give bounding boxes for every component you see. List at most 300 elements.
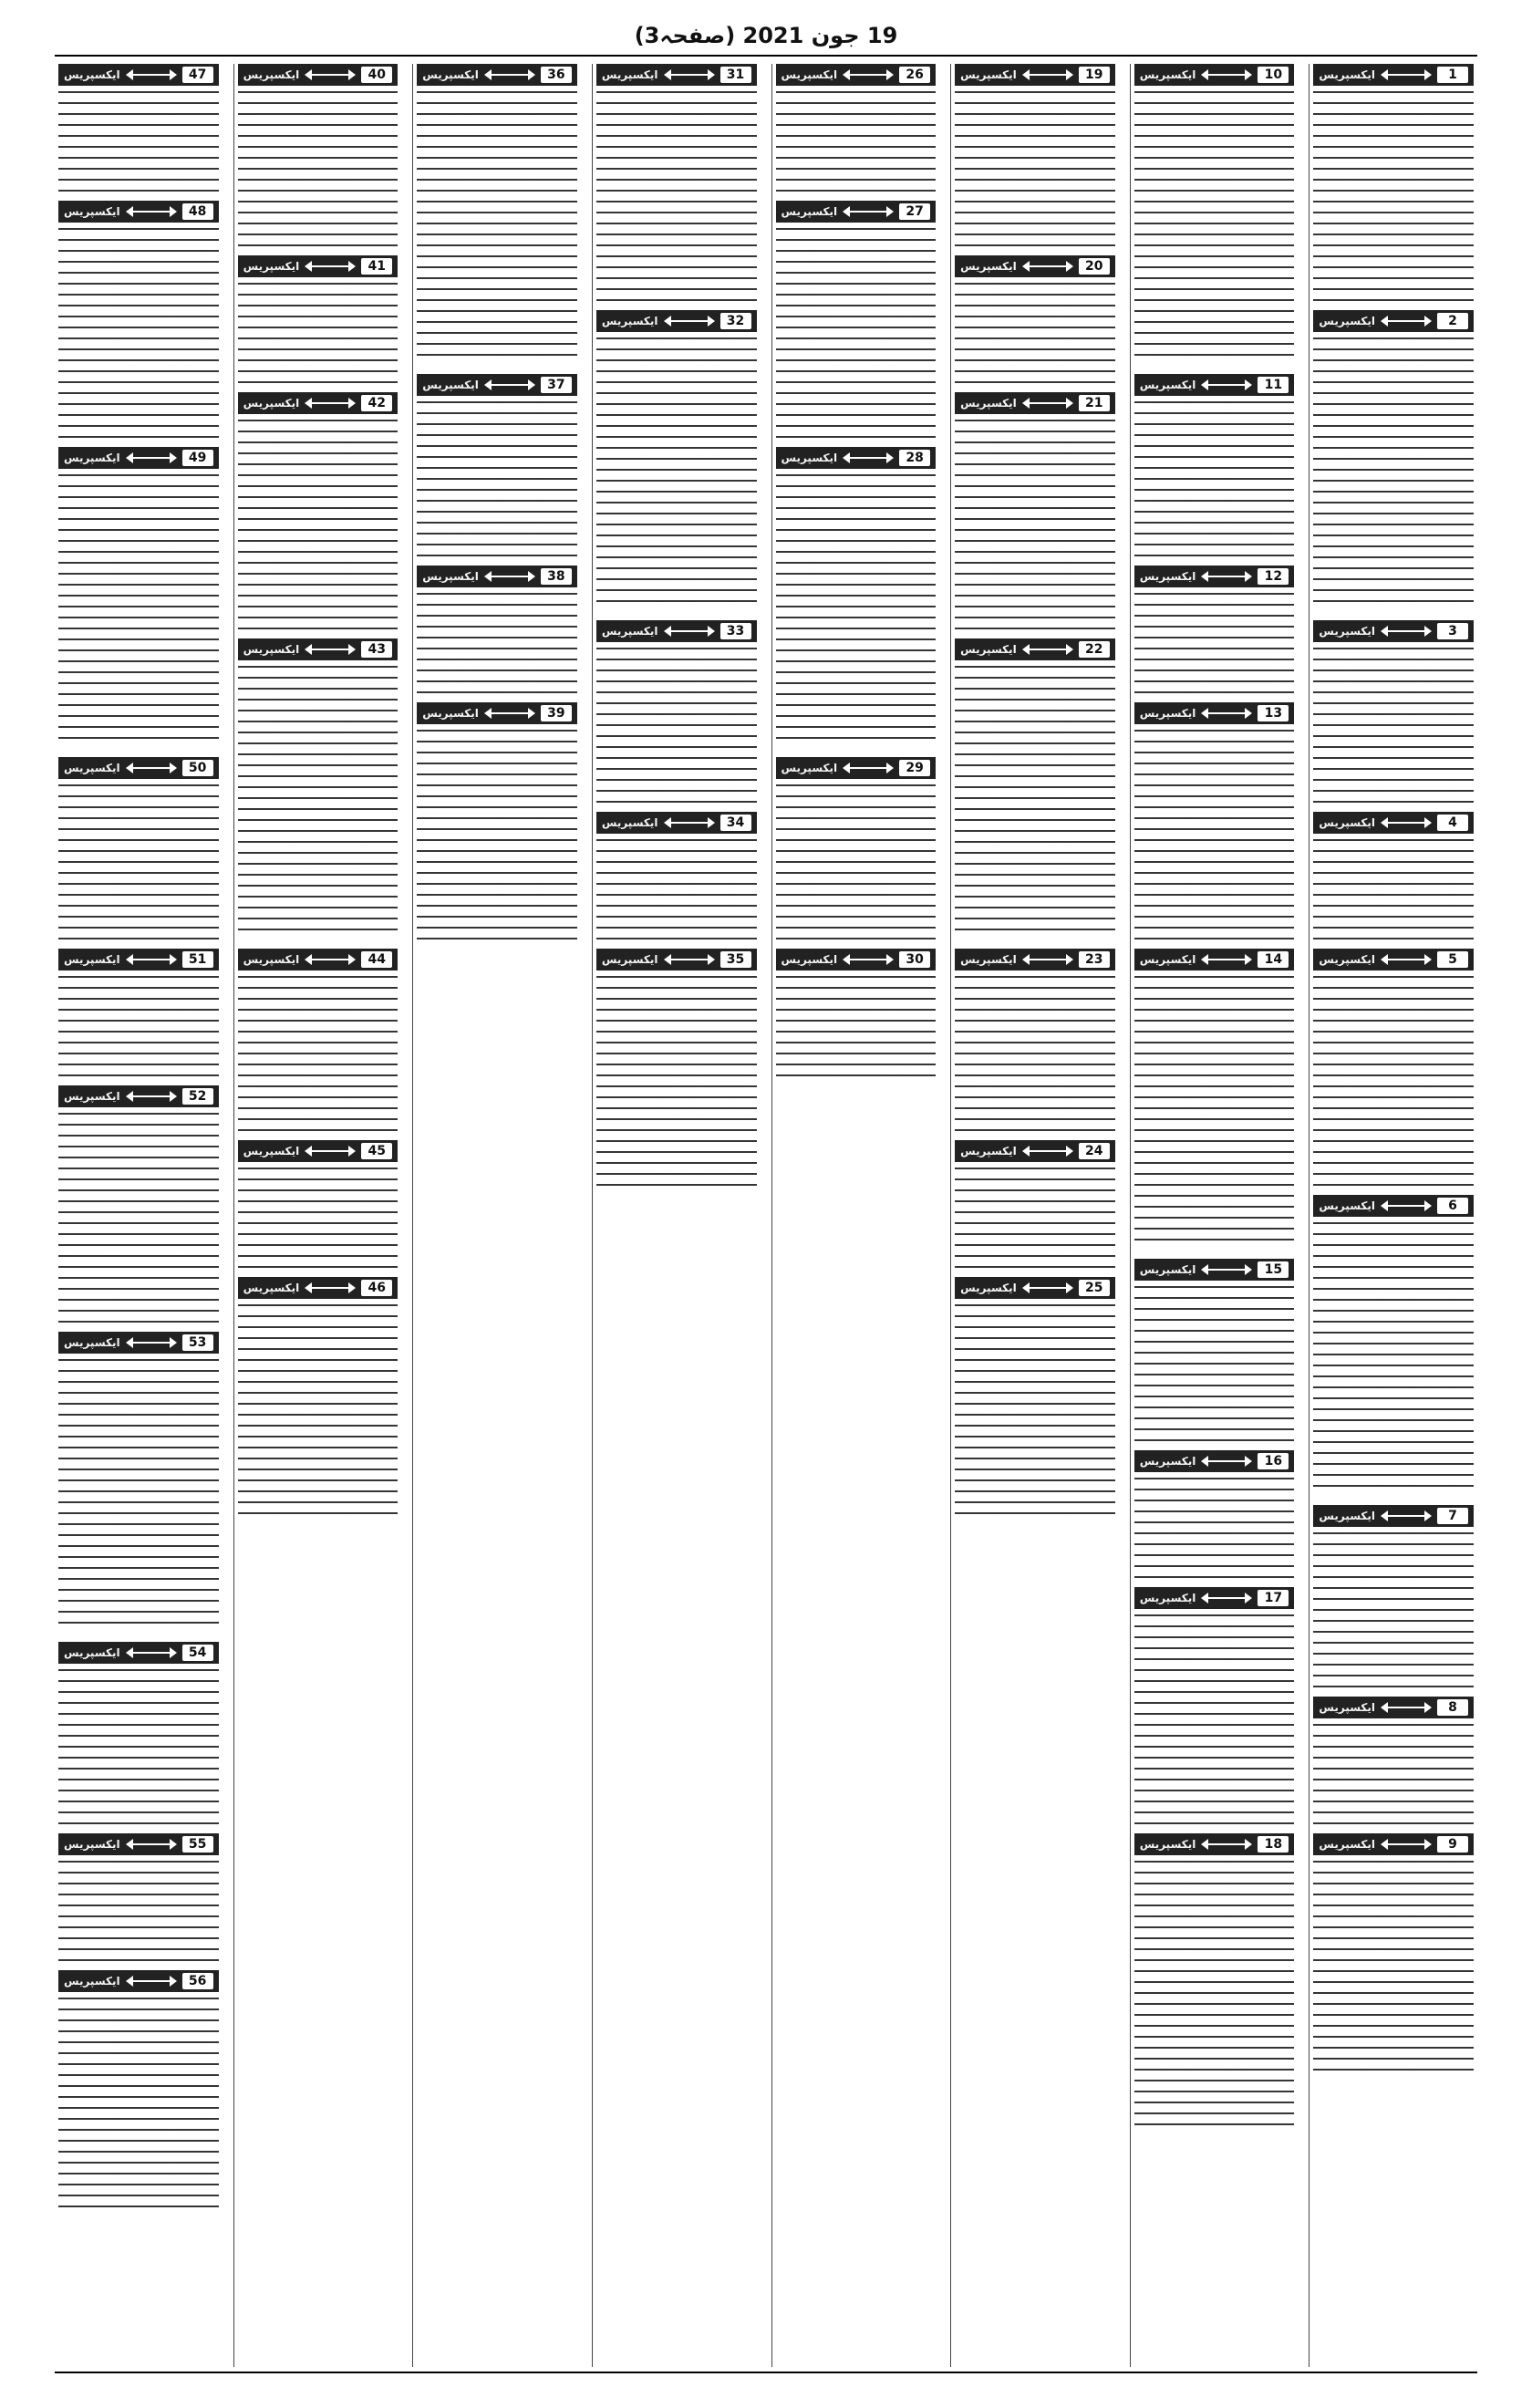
- story-header-bar: [238, 949, 399, 970]
- story-tag: ایکسپریس: [1319, 68, 1376, 81]
- story-number: 6: [1437, 1198, 1468, 1214]
- double-arrow-icon: [1024, 402, 1071, 404]
- news-item: [238, 392, 399, 629]
- story-text-block: [955, 976, 1115, 1131]
- story-tag: ایکسپریس: [960, 1145, 1017, 1157]
- news-item: [596, 64, 757, 301]
- double-arrow-icon: [128, 1095, 175, 1097]
- double-arrow-icon: [128, 1843, 175, 1845]
- story-tag: ایکسپریس: [960, 643, 1017, 656]
- double-arrow-icon: [128, 1652, 175, 1654]
- double-arrow-icon: [1203, 384, 1250, 386]
- story-text-block: [955, 666, 1115, 939]
- news-column: [1130, 64, 1299, 2367]
- double-arrow-icon: [1203, 74, 1250, 76]
- news-item: [1313, 1505, 1474, 1687]
- double-arrow-icon: [128, 1342, 175, 1344]
- story-number: 25: [1079, 1280, 1110, 1296]
- story-header-bar: [58, 447, 219, 469]
- news-item: [238, 1277, 399, 1514]
- story-number: 54: [182, 1645, 213, 1661]
- story-number: 7: [1437, 1508, 1468, 1524]
- double-arrow-icon: [128, 457, 175, 459]
- double-arrow-icon: [1382, 1515, 1430, 1517]
- story-text-block: [776, 474, 937, 748]
- double-arrow-icon: [486, 74, 533, 76]
- story-number: 45: [361, 1143, 392, 1159]
- story-tag: ایکسپریس: [960, 397, 1017, 410]
- news-item: [58, 757, 219, 939]
- story-number: 20: [1079, 258, 1110, 275]
- story-number: 19: [1079, 67, 1110, 83]
- date-day: 19: [866, 23, 898, 48]
- story-text-block: [1134, 1478, 1295, 1578]
- double-arrow-icon: [844, 457, 892, 459]
- news-item: [1134, 374, 1295, 556]
- news-column: [233, 64, 402, 2367]
- news-column: [55, 64, 223, 2367]
- news-item: [417, 374, 577, 556]
- story-header-bar: [776, 447, 937, 469]
- story-text-block: [1313, 1222, 1474, 1496]
- story-header-bar: [58, 949, 219, 970]
- story-header-bar: [58, 1085, 219, 1107]
- story-number: 46: [361, 1280, 392, 1296]
- double-arrow-icon: [306, 265, 354, 267]
- story-header-bar: [776, 757, 937, 779]
- story-tag: ایکسپریس: [1139, 1838, 1196, 1851]
- story-text-block: [1313, 976, 1474, 1186]
- news-item: [955, 638, 1115, 939]
- story-header-bar: [1134, 949, 1295, 970]
- story-header-bar: [1134, 1259, 1295, 1281]
- double-arrow-icon: [486, 576, 533, 577]
- story-tag: ایکسپریس: [243, 953, 300, 966]
- double-arrow-icon: [666, 320, 713, 322]
- story-tag: ایکسپریس: [960, 68, 1017, 81]
- story-text-block: [1134, 91, 1295, 365]
- news-item: [955, 392, 1115, 629]
- story-header-bar: [1313, 620, 1474, 642]
- story-number: 24: [1079, 1143, 1110, 1159]
- story-text-block: [1313, 91, 1474, 301]
- story-header-bar: [955, 1140, 1115, 1162]
- story-text-block: [417, 730, 577, 939]
- story-number: 44: [361, 951, 392, 968]
- story-number: 27: [899, 203, 930, 220]
- news-item: [776, 201, 937, 438]
- story-number: 10: [1258, 67, 1289, 83]
- double-arrow-icon: [1024, 959, 1071, 960]
- double-arrow-icon: [306, 1287, 354, 1289]
- double-arrow-icon: [1203, 712, 1250, 714]
- news-item: [955, 1140, 1115, 1268]
- story-text-block: [1313, 1861, 1474, 2071]
- double-arrow-icon: [128, 74, 175, 76]
- double-arrow-icon: [486, 712, 533, 714]
- story-text-block: [58, 1669, 219, 1824]
- story-header-bar: [417, 374, 577, 396]
- double-arrow-icon: [1382, 320, 1430, 322]
- news-item: [1313, 620, 1474, 803]
- double-arrow-icon: [1382, 74, 1430, 76]
- double-arrow-icon: [306, 74, 354, 76]
- story-number: 16: [1258, 1453, 1289, 1469]
- double-arrow-icon: [1024, 265, 1071, 267]
- story-header-bar: [596, 949, 757, 970]
- story-number: 43: [361, 641, 392, 658]
- news-item: [596, 949, 757, 1186]
- story-header-bar: [1134, 1587, 1295, 1609]
- story-number: 2: [1437, 313, 1468, 329]
- story-number: 39: [541, 705, 572, 721]
- story-tag: ایکسپریس: [1319, 1199, 1376, 1212]
- story-header-bar: [238, 64, 399, 86]
- double-arrow-icon: [1382, 959, 1430, 960]
- story-number: 32: [720, 313, 751, 329]
- news-item: [955, 1277, 1115, 1514]
- story-header-bar: [955, 64, 1115, 86]
- story-header-bar: [417, 566, 577, 587]
- story-text-block: [1313, 337, 1474, 611]
- story-header-bar: [1313, 1697, 1474, 1718]
- story-text-block: [58, 1861, 219, 1961]
- story-tag: ایکسپریس: [1319, 1838, 1376, 1851]
- story-number: 15: [1258, 1261, 1289, 1278]
- story-header-bar: [58, 757, 219, 779]
- story-number: 51: [182, 951, 213, 968]
- double-arrow-icon: [1382, 1205, 1430, 1207]
- story-text-block: [58, 1998, 219, 2207]
- story-number: 34: [720, 815, 751, 831]
- story-tag: ایکسپریس: [422, 68, 479, 81]
- story-tag: ایکسپریس: [64, 762, 120, 774]
- story-header-bar: [1134, 1450, 1295, 1472]
- double-arrow-icon: [666, 74, 713, 76]
- news-column: [592, 64, 761, 2367]
- double-arrow-icon: [128, 767, 175, 769]
- double-arrow-icon: [306, 1150, 354, 1152]
- double-arrow-icon: [1203, 576, 1250, 577]
- story-header-bar: [955, 255, 1115, 277]
- story-tag: ایکسپریس: [960, 953, 1017, 966]
- story-tag: ایکسپریس: [64, 1838, 120, 1851]
- story-tag: ایکسپریس: [1139, 379, 1196, 391]
- news-item: [58, 1332, 219, 1633]
- story-tag: ایکسپریس: [601, 816, 658, 829]
- story-text-block: [417, 401, 577, 556]
- story-text-block: [238, 1304, 399, 1514]
- story-text-block: [1313, 648, 1474, 803]
- story-tag: ایکسپریس: [781, 452, 838, 464]
- header-rule: [55, 55, 1477, 57]
- news-item: [1134, 566, 1295, 693]
- story-header-bar: [776, 949, 937, 970]
- page-header: [55, 16, 1477, 55]
- story-number: 33: [720, 623, 751, 639]
- story-text-block: [238, 666, 399, 939]
- footer-rule: [55, 2372, 1477, 2373]
- news-item: [955, 64, 1115, 246]
- news-item: [58, 949, 219, 1076]
- story-text-block: [776, 976, 937, 1076]
- story-tag: ایکسپریس: [422, 379, 479, 391]
- story-number: 50: [182, 760, 213, 776]
- news-item: [1313, 1833, 1474, 2071]
- story-header-bar: [1134, 1833, 1295, 1855]
- story-text-block: [238, 283, 399, 383]
- story-header-bar: [1313, 64, 1474, 86]
- story-header-bar: [238, 255, 399, 277]
- story-tag: ایکسپریس: [1139, 1455, 1196, 1468]
- news-item: [1134, 949, 1295, 1250]
- story-tag: ایکسپریس: [243, 643, 300, 656]
- story-number: 4: [1437, 815, 1468, 831]
- story-header-bar: [1134, 64, 1295, 86]
- date-month: جون: [811, 23, 860, 48]
- story-header-bar: [238, 1140, 399, 1162]
- double-arrow-icon: [306, 959, 354, 960]
- story-text-block: [596, 337, 757, 611]
- story-header-bar: [58, 64, 219, 86]
- news-item: [1313, 812, 1474, 939]
- double-arrow-icon: [844, 767, 892, 769]
- story-tag: ایکسپریس: [601, 625, 658, 638]
- news-item: [58, 64, 219, 192]
- story-text-block: [955, 283, 1115, 383]
- story-header-bar: [238, 392, 399, 414]
- story-number: 14: [1258, 951, 1289, 968]
- story-tag: ایکسپریس: [422, 707, 479, 720]
- story-tag: ایکسپریس: [781, 953, 838, 966]
- story-header-bar: [1313, 310, 1474, 332]
- story-tag: ایکسپریس: [1319, 315, 1376, 327]
- story-text-block: [1134, 401, 1295, 556]
- double-arrow-icon: [1024, 1287, 1071, 1289]
- news-item: [417, 566, 577, 693]
- news-item: [238, 949, 399, 1131]
- story-number: 56: [182, 1973, 213, 1989]
- news-item: [1134, 1259, 1295, 1441]
- double-arrow-icon: [1203, 1597, 1250, 1599]
- story-number: 38: [541, 568, 572, 585]
- double-arrow-icon: [1203, 1269, 1250, 1271]
- story-number: 35: [720, 951, 751, 968]
- story-tag: ایکسپریس: [64, 1975, 120, 1988]
- story-tag: ایکسپریس: [243, 68, 300, 81]
- double-arrow-icon: [1382, 630, 1430, 632]
- double-arrow-icon: [1024, 1150, 1071, 1152]
- story-tag: ایکسپریس: [1139, 68, 1196, 81]
- double-arrow-icon: [1203, 1843, 1250, 1845]
- story-header-bar: [1313, 949, 1474, 970]
- story-text-block: [776, 784, 937, 939]
- story-text-block: [1313, 839, 1474, 939]
- story-text-block: [1134, 730, 1295, 939]
- story-header-bar: [596, 812, 757, 834]
- double-arrow-icon: [1382, 1843, 1430, 1845]
- story-text-block: [776, 91, 937, 192]
- story-number: 23: [1079, 951, 1110, 968]
- story-text-block: [417, 593, 577, 693]
- story-tag: ایکسپریس: [64, 1336, 120, 1349]
- news-item: [58, 447, 219, 748]
- story-number: 49: [182, 450, 213, 466]
- news-item: [955, 949, 1115, 1131]
- story-tag: ایکسپریس: [781, 68, 838, 81]
- news-item: [1313, 1195, 1474, 1496]
- story-number: 55: [182, 1836, 213, 1853]
- double-arrow-icon: [306, 649, 354, 650]
- double-arrow-icon: [128, 211, 175, 213]
- story-text-block: [1134, 1286, 1295, 1441]
- news-item: [596, 812, 757, 939]
- story-text-block: [596, 839, 757, 939]
- story-header-bar: [955, 1277, 1115, 1299]
- story-tag: ایکسپریس: [422, 570, 479, 583]
- story-number: 37: [541, 377, 572, 393]
- story-tag: ایکسپریس: [1139, 570, 1196, 583]
- story-number: 47: [182, 67, 213, 83]
- news-item: [58, 1833, 219, 1961]
- news-item: [1313, 949, 1474, 1186]
- story-tag: ایکسپریس: [243, 397, 300, 410]
- story-number: 12: [1258, 568, 1289, 585]
- story-text-block: [1134, 1861, 1295, 2134]
- double-arrow-icon: [1382, 1707, 1430, 1708]
- story-header-bar: [776, 201, 937, 223]
- story-text-block: [596, 91, 757, 301]
- story-header-bar: [1313, 812, 1474, 834]
- story-tag: ایکسپریس: [1139, 1263, 1196, 1276]
- story-number: 18: [1258, 1836, 1289, 1853]
- story-text-block: [238, 91, 399, 246]
- double-arrow-icon: [1024, 649, 1071, 650]
- news-item: [1313, 64, 1474, 301]
- story-header-bar: [1134, 566, 1295, 587]
- news-item: [238, 255, 399, 383]
- news-item: [1134, 702, 1295, 939]
- story-tag: ایکسپریس: [64, 68, 120, 81]
- news-item: [238, 64, 399, 246]
- story-number: 42: [361, 395, 392, 411]
- news-item: [58, 1970, 219, 2207]
- story-number: 41: [361, 258, 392, 275]
- double-arrow-icon: [844, 959, 892, 960]
- story-tag: ایکسپریس: [64, 953, 120, 966]
- news-item: [776, 949, 937, 1076]
- story-header-bar: [238, 1277, 399, 1299]
- story-header-bar: [955, 392, 1115, 414]
- story-text-block: [955, 1168, 1115, 1268]
- double-arrow-icon: [486, 384, 533, 386]
- story-text-block: [238, 420, 399, 629]
- story-tag: ایکسپریس: [243, 1282, 300, 1294]
- story-header-bar: [596, 64, 757, 86]
- news-item: [1134, 1587, 1295, 1824]
- story-header-bar: [238, 638, 399, 660]
- story-header-bar: [1313, 1833, 1474, 1855]
- story-text-block: [417, 91, 577, 365]
- story-number: 1: [1437, 67, 1468, 83]
- story-tag: ایکسپریس: [601, 315, 658, 327]
- story-text-block: [58, 1113, 219, 1323]
- story-tag: ایکسپریس: [64, 1090, 120, 1103]
- story-number: 21: [1079, 395, 1110, 411]
- story-text-block: [1134, 976, 1295, 1250]
- story-header-bar: [955, 949, 1115, 970]
- news-item: [776, 64, 937, 192]
- story-header-bar: [417, 702, 577, 724]
- story-header-bar: [58, 201, 219, 223]
- news-item: [955, 255, 1115, 383]
- story-number: 5: [1437, 951, 1468, 968]
- news-column: [1309, 64, 1477, 2367]
- story-text-block: [1313, 1724, 1474, 1824]
- story-text-block: [596, 976, 757, 1186]
- story-header-bar: [596, 620, 757, 642]
- double-arrow-icon: [1024, 74, 1071, 76]
- news-item: [1134, 64, 1295, 365]
- story-tag: ایکسپریس: [64, 205, 120, 218]
- story-text-block: [58, 474, 219, 748]
- news-item: [58, 1085, 219, 1323]
- story-number: 29: [899, 760, 930, 776]
- news-column: [771, 64, 940, 2367]
- story-tag: ایکسپریس: [1139, 707, 1196, 720]
- story-number: 9: [1437, 1836, 1468, 1853]
- story-tag: ایکسپریس: [243, 260, 300, 273]
- news-item: [238, 638, 399, 939]
- news-columns: [55, 64, 1477, 2367]
- story-text-block: [955, 91, 1115, 246]
- story-tag: ایکسپریس: [1319, 1510, 1376, 1522]
- story-tag: ایکسپریس: [1319, 1701, 1376, 1714]
- story-tag: ایکسپریس: [64, 1646, 120, 1659]
- story-text-block: [58, 1359, 219, 1633]
- page-label: (صفحہ3): [634, 23, 736, 48]
- double-arrow-icon: [844, 74, 892, 76]
- story-text-block: [776, 228, 937, 438]
- story-number: 52: [182, 1088, 213, 1105]
- double-arrow-icon: [666, 630, 713, 632]
- story-number: 3: [1437, 623, 1468, 639]
- news-item: [596, 620, 757, 803]
- story-text-block: [238, 1168, 399, 1268]
- story-tag: ایکسپریس: [781, 762, 838, 774]
- story-tag: ایکسپریس: [601, 953, 658, 966]
- story-header-bar: [1134, 374, 1295, 396]
- double-arrow-icon: [844, 211, 892, 213]
- date-year: 2021: [742, 23, 804, 48]
- page-date: [635, 16, 898, 55]
- news-item: [1134, 1833, 1295, 2134]
- news-item: [1313, 310, 1474, 611]
- story-text-block: [1134, 1614, 1295, 1824]
- news-item: [596, 310, 757, 611]
- story-number: 30: [899, 951, 930, 968]
- story-text-block: [1313, 1532, 1474, 1687]
- story-number: 40: [361, 67, 392, 83]
- story-header-bar: [417, 64, 577, 86]
- story-header-bar: [58, 1642, 219, 1664]
- news-column: [950, 64, 1119, 2367]
- story-number: 31: [720, 67, 751, 83]
- story-header-bar: [596, 310, 757, 332]
- double-arrow-icon: [128, 959, 175, 960]
- story-number: 13: [1258, 705, 1289, 721]
- double-arrow-icon: [306, 402, 354, 404]
